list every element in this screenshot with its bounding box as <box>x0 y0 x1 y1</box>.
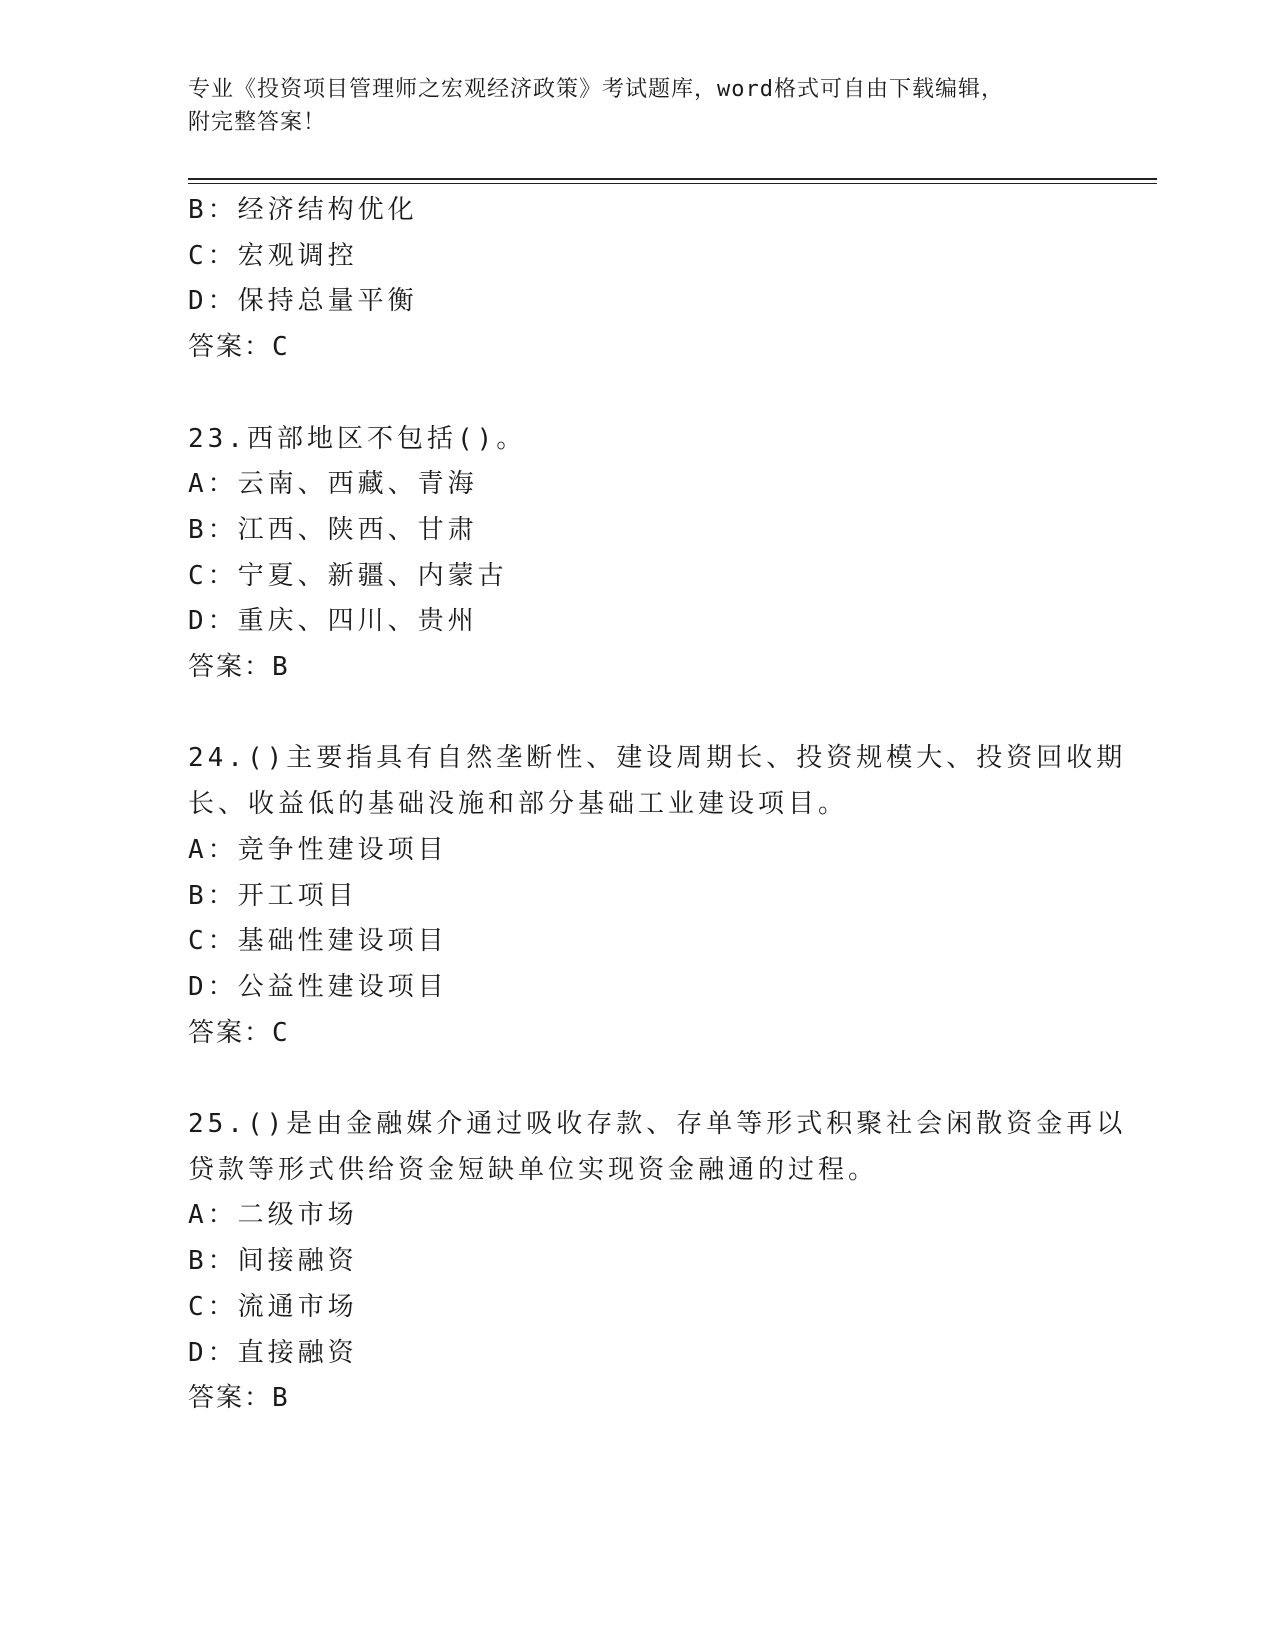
option-d: D：保持总量平衡 <box>188 286 418 317</box>
spacer <box>188 371 1088 417</box>
option-d: D：公益性建设项目 <box>188 971 448 1002</box>
option-d: D：直接融资 <box>188 1337 358 1368</box>
document-header <box>188 73 1068 139</box>
spacer <box>188 691 1088 737</box>
question-24 <box>188 736 1127 1056</box>
option-c: C：宏观调控 <box>188 240 358 271</box>
option-d: D：重庆、四川、贵州 <box>188 606 478 637</box>
question-stem-line-2: 贷款等形式供给资金短缺单位实现资金融通的过程。 <box>188 1154 879 1185</box>
header-line-1: 专业《投资项目管理师之宏观经济政策》考试题库，word格式可自由下载编辑， <box>188 77 1004 102</box>
spacer <box>188 1056 1088 1102</box>
header-line-2: 附完整答案！ <box>188 110 327 135</box>
option-a: A：竞争性建设项目 <box>188 834 448 865</box>
option-b: B：江西、陕西、甘肃 <box>188 514 478 545</box>
question-stem-line-1: 24.()主要指具有自然垄断性、建设周期长、投资规模大、投资回收期 <box>188 743 1127 774</box>
option-c: C：流通市场 <box>188 1291 358 1322</box>
answer: 答案：C <box>188 332 290 363</box>
partial-question <box>188 188 1088 371</box>
answer: 答案：C <box>188 1017 290 1048</box>
answer: 答案：B <box>188 652 290 683</box>
question-23 <box>188 417 1088 691</box>
answer: 答案：B <box>188 1383 290 1414</box>
option-a: A：云南、西藏、青海 <box>188 469 478 500</box>
header-rule-thick <box>188 178 1157 180</box>
question-list <box>188 188 1127 1422</box>
header-rule-thin <box>188 183 1157 184</box>
question-stem-line-2: 长、收益低的基础没施和部分基础工业建设项目。 <box>188 789 849 820</box>
option-b: B：经济结构优化 <box>188 195 418 225</box>
option-c: C：基础性建设项目 <box>188 926 448 957</box>
option-c: C：宁夏、新疆、内蒙古 <box>188 560 508 591</box>
question-stem: 23.西部地区不包括()。 <box>188 423 527 454</box>
question-25 <box>188 1102 1127 1422</box>
option-a: A：二级市场 <box>188 1200 358 1231</box>
question-stem-line-1: 25.()是由金融媒介通过吸收存款、存单等形式积聚社会闲散资金再以 <box>188 1109 1127 1140</box>
option-b: B：开工项目 <box>188 880 358 911</box>
option-b: B：间接融资 <box>188 1246 358 1277</box>
